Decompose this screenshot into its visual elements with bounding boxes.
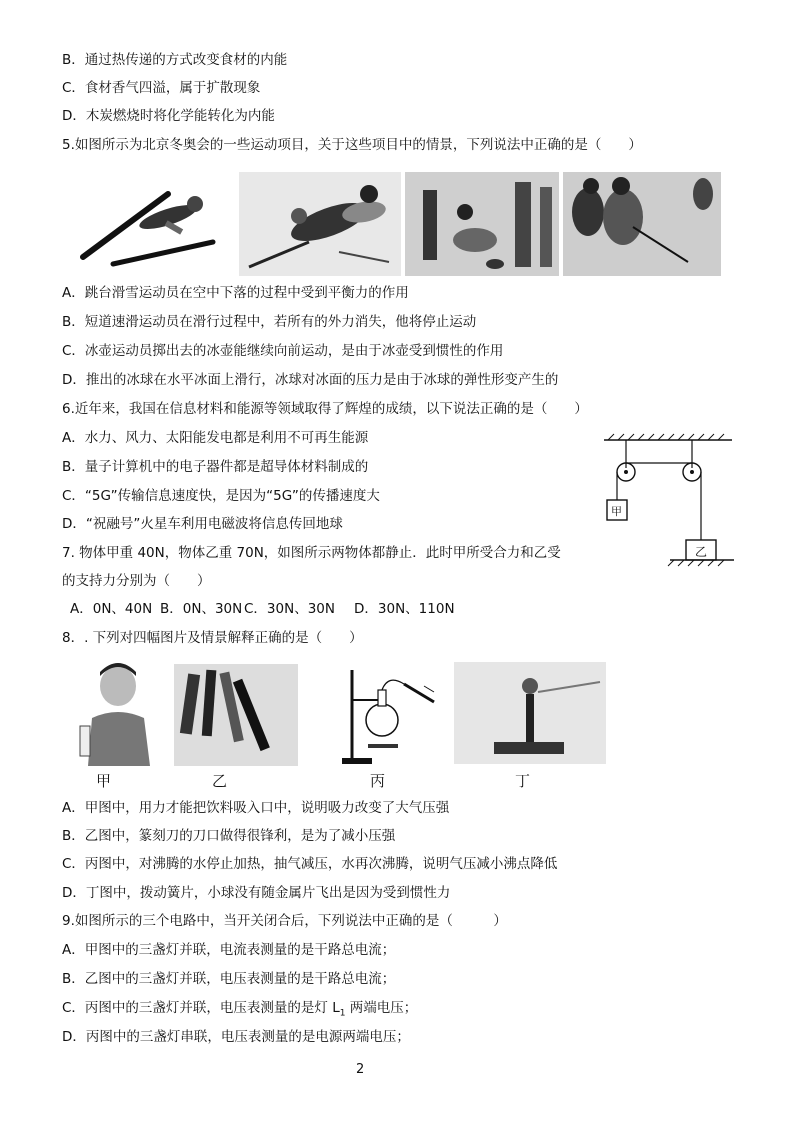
q7-option-d: D．30N、110N: [354, 601, 455, 617]
q5-option-d: D．推出的冰球在水平冰面上滑行，冰球对冰面的压力是由于冰球的弹性形变产生的: [62, 372, 559, 388]
q6-option-a: A．水力、风力、太阳能发电都是利用不可再生能源: [62, 430, 369, 446]
caption-bing: 丙: [370, 772, 386, 790]
q9-option-c-tail: 两端电压；: [345, 1000, 418, 1016]
flask-apparatus-diagram: [338, 660, 442, 768]
q9-option-b: B．乙图中的三盏灯并联，电压表测量的是干路总电流；: [62, 971, 396, 987]
ice-hockey-photo: [563, 172, 721, 276]
q7-option-c: C．30N、30N: [244, 601, 335, 617]
pulley-diagram: [598, 432, 738, 572]
q6-option-d: D．“祝融号”火星车利用电磁波将信息传回地球: [62, 516, 343, 532]
q6-option-b: B．量子计算机中的电子器件都是超导体材料制成的: [62, 459, 369, 475]
q8-option-c: C．丙图中，对沸腾的水停止加热，抽气减压，水再次沸腾，说明气压减小沸点降低: [62, 856, 558, 872]
q4-option-d: D．木炭燃烧时将化学能转化为内能: [62, 108, 275, 124]
q4-option-b: B．通过热传递的方式改变食材的内能: [62, 52, 288, 68]
q5-option-a: A．跳台滑雪运动员在空中下落的过程中受到平衡力的作用: [62, 285, 409, 301]
q6-stem: 6.近年来，我国在信息材料和能源等领域取得了辉煌的成绩，以下说法正确的是（ ）: [62, 401, 588, 417]
q9-stem: 9.如图所示的三个电路中，当开关闭合后，下列说法中正确的是（ ）: [62, 913, 507, 929]
q9-option-a: A．甲图中的三盏灯并联，电流表测量的是干路总电流；: [62, 942, 396, 958]
q6-option-c: C．“5G”传输信息速度快，是因为“5G”的传播速度大: [62, 488, 380, 504]
q9-option-c-subscript: 1: [339, 1008, 346, 1019]
q9-option-c: [62, 999, 417, 1023]
child-drinking-photo: [78, 658, 164, 766]
q5-stem: 5.如图所示为北京冬奥会的一些运动项目，关于这些项目中的情景，下列说法中正确的是（ ）: [62, 137, 642, 153]
caption-ding: 丁: [515, 772, 531, 790]
pulley-diagram-svg: [598, 432, 738, 572]
q8-option-d: D．丁图中，拨动簧片，小球没有随金属片飞出是因为受到惯性力: [62, 885, 451, 901]
caption-jia: 甲: [96, 772, 112, 790]
q8-option-b: B．乙图中，篆刻刀的刀口做得很锋利，是为了减小压强: [62, 828, 396, 844]
inertia-apparatus-photo: [454, 662, 606, 764]
q5-option-b: B．短道速滑运动员在滑行过程中，若所有的外力消失，他将停止运动: [62, 314, 477, 330]
q9-option-d: D．丙图中的三盏灯串联，电压表测量的是电源两端电压；: [62, 1029, 410, 1045]
q7-stem-line2: 的支持力分别为（ ）: [62, 573, 211, 589]
q7-option-a: A．0N、40N: [70, 601, 153, 617]
q7-option-b: B．0N、30N: [160, 601, 243, 617]
q8-stem: 8．. 下列对四幅图片及情景解释正确的是（ ）: [62, 630, 363, 646]
block-jia-label: 甲: [611, 505, 622, 518]
q5-option-c: C．冰壶运动员掷出去的冰壶能继续向前运动，是由于冰壶受到惯性的作用: [62, 343, 504, 359]
q8-option-a: A．甲图中，用力才能把饮料吸入口中，说明吸力改变了大气压强: [62, 800, 450, 816]
curling-photo: [405, 172, 559, 276]
q7-stem-line1: 7. 物体甲重 40N，物体乙重 70N，如图所示两物体都静止．此时甲所受合力和乙受: [62, 545, 561, 561]
q4-option-c: C．食材香气四溢，属于扩散现象: [62, 80, 261, 96]
caption-yi: 乙: [212, 772, 228, 790]
page-number: 2: [356, 1062, 365, 1077]
q9-option-c-main: C．丙图中的三盏灯并联，电压表测量的是灯 L: [62, 1000, 340, 1016]
ski-jump-photo: [73, 172, 235, 276]
carving-knives-photo: [174, 664, 298, 766]
block-yi-label: 乙: [695, 545, 708, 559]
speed-skating-photo: [239, 172, 401, 276]
